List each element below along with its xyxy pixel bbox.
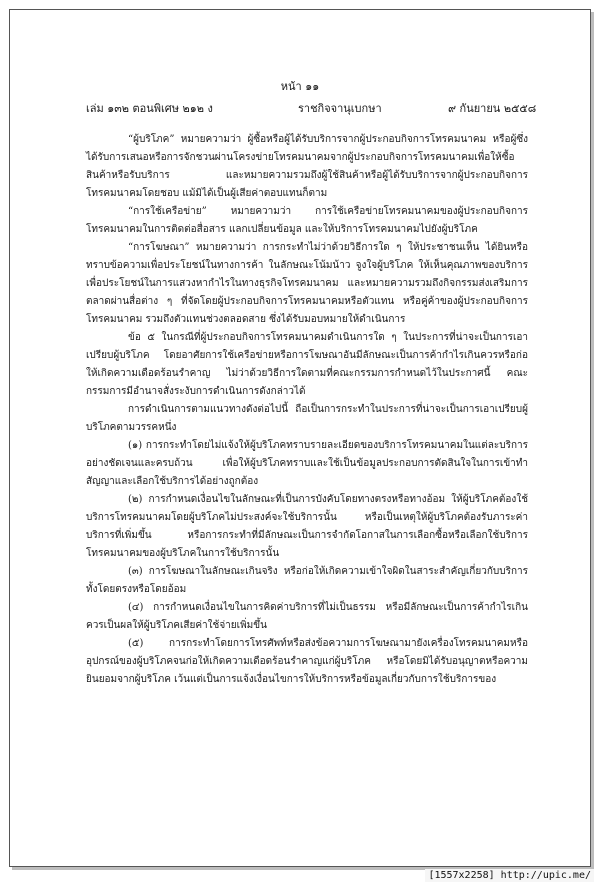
item-1: (๑) การกระทำโดยไม่แจ้งให้ผู้บริโภคทราบรายละเอียดของบริการโทรคมนาคมในแต่ละบริการอย่างชัดเจนและครบถ้วน เพื่อให้ผู้บริโภคทราบและใช้เป็นข้อมูลประกอบการตัดสินใจในการเข้าทำสัญญาและเลือกใช้บริการได้อย่างถูกต้อง [86,440,528,487]
item-3: (๓) การโฆษณาในลักษณะเกินจริง หรือก่อให้เกิดความเข้าใจผิดในสาระสำคัญเกี่ยวกับบริการทั้งโดยตรงหรือโดยอ้อม [86,566,528,595]
document-body [86,131,528,689]
page-number: หน้า ๑๑ [280,80,320,93]
item-4: (๔) การกำหนดเงื่อนไขในการคิดค่าบริการที่ไม่เป็นธรรม หรือมีลักษณะเป็นการค้ากำไรเกินควรเป็นผลให้ผู้บริโภคเสียค่าใช้จ่ายเพิ่มขึ้น [86,602,528,631]
image-source-badge: [1557x2258] http://upic.me/ [425,869,594,882]
document-page [9,9,591,867]
definition-advertising: “การโฆษณา” หมายความว่า การกระทำไม่ว่าด้วยวิธีการใด ๆ ให้ประชาชนเห็น ได้ยินหรือทราบข้อความเพื่อประโยชน์ในทางการค้า ในลักษณะโน้มน้าว จูงใจผู้บริโภค ให้เห็นคุณภาพของบริการเพื่อประโยชน์ในการแสวงหากำไรในทางธุรกิจโทรคมนาคม และหมายความรวมถึงกิจกรรมส่งเสริมการตลาดผ่านสื่อต่าง ๆ ที่จัดโดยผู้ประกอบกิจการโทรคมนาคมหรือตัวแทน หรือคู่ค้าของผู้ประกอบกิจการโทรคมนาคม รวมถึงตัวแทนช่วงตลอดสาย ซึ่งได้รับมอบหมายให้ดำเนินการ [86,242,528,325]
volume-issue: เล่ม ๑๓๒ ตอนพิเศษ ๒๑๒ ง [86,102,213,115]
publication-date: ๙ กันยายน ๒๕๕๘ [448,102,537,115]
item-2: (๒) การกำหนดเงื่อนไขในลักษณะที่เป็นการบังคับโดยทางตรงหรือทางอ้อม ให้ผู้บริโภคต้องใช้บริการโทรคมนาคมโดยผู้บริโภคไม่ประสงค์จะใช้บริการนั้น หรือเป็นเหตุให้ผู้บริโภคต้องรับภาระค่าบริการที่เพิ่มขึ้น หรือการกระทำที่มีลักษณะเป็นการจำกัดโอกาสในการเลือกซื้อหรือเลือกใช้บริการโทรคมนาคมของผู้บริโภคในการใช้บริการนั้น [86,494,528,559]
item-5: (๕) การกระทำโดยการโทรศัพท์หรือส่งข้อความการโฆษณามายังเครื่องโทรคมนาคมหรืออุปกรณ์ของผู้บริโภคจนก่อให้เกิดความเดือดร้อนรำคาญแก่ผู้บริโภค หรือโดยมิได้รับอนุญาตหรือความยินยอมจากผู้บริโภค เว้นแต่เป็นการแจ้งเงื่อนไขการให้บริการหรือข้อมูลเกี่ยวกับการใช้บริการของ [86,638,528,685]
definition-consumer: “ผู้บริโภค” หมายความว่า ผู้ซื้อหรือผู้ได้รับบริการจากผู้ประกอบกิจการโทรคมนาคม หรือผู้ซึ่งได้รับการเสนอหรือการจักชวนผ่านโครงข่ายโทรคมนาคมจากผู้ประกอบกิจการโทรคมนาคมเพื่อให้ซื้อสินค้าหรือรับบริการ และหมายความรวมถึงผู้ใช้สินค้าหรือผู้ได้รับบริการจากผู้ประกอบกิจการโทรคมนาคมโดยชอบ แม้มิได้เป็นผู้เสียค่าตอบแทนก็ตาม [86,134,528,199]
clause-5: ข้อ ๕ ในกรณีที่ผู้ประกอบกิจการโทรคมนาคมดำเนินการใด ๆ ในประการที่น่าจะเป็นการเอาเปรียบผู้บริโภค โดยอาศัยการใช้เครือข่ายหรือการโฆษณาอันมีลักษณะเป็นการค้ากำไรเกินควรหรือก่อให้เกิดความเดือดร้อนรำคาญ ไม่ว่าด้วยวิธีการใดตามที่คณะกรรมการกำหนดไว้ในประกาศนี้ คณะกรรมการมีอำนาจสั่งระงับการดำเนินการดังกล่าวได้ [86,332,528,397]
definition-network-use: “การใช้เครือข่าย” หมายความว่า การใช้เครือข่ายโทรคมนาคมของผู้ประกอบกิจการโทรคมนาคมในการติดต่อสื่อสาร แลกเปลี่ยนข้อมูล และให้บริการโทรคมนาคมไปยังผู้บริโภค [86,206,528,235]
page-header [10,10,590,120]
clause-5-intro: การดำเนินการตามแนวทางดังต่อไปนี้ ถือเป็นการกระทำในประการที่น่าจะเป็นการเอาเปรียบผู้บริโภคตามวรรคหนึ่ง [86,404,528,433]
gazette-title: ราชกิจจานุเบกษา [298,102,382,115]
